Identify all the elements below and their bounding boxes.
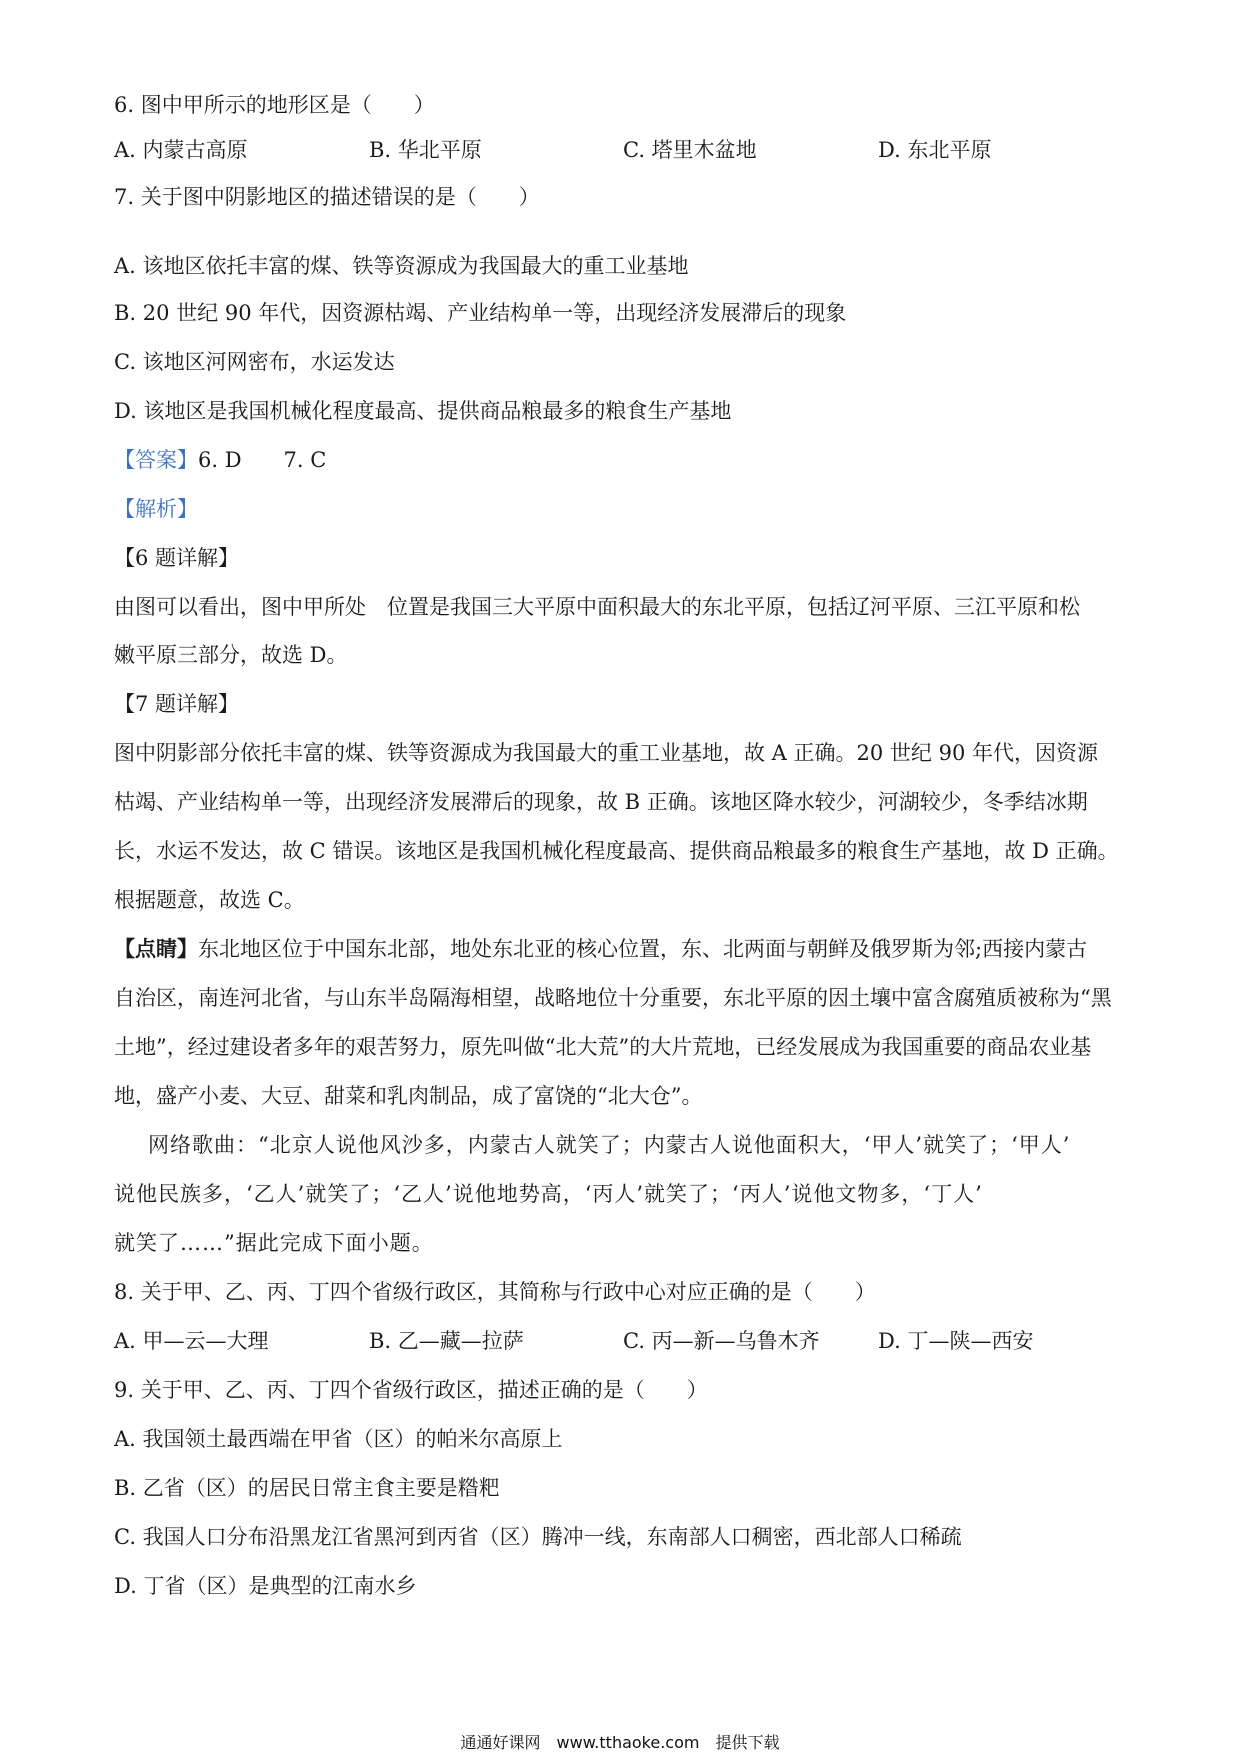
q7-option-c: C. 该地区河网密布，水运发达 <box>114 350 395 374</box>
answer-label: 【答案】 <box>114 448 198 472</box>
q8-option-c: C. 丙—新—乌鲁木齐 <box>623 1329 820 1353</box>
answer-line <box>114 445 1134 475</box>
q6-detail-line-1: 由图可以看出，图中甲所处 位置是我国三大平原中面积最大的东北平原，包括辽河平原、三江平原和松 <box>114 595 1080 619</box>
q8-option-a: A. 甲—云—大理 <box>114 1329 269 1353</box>
tip-line-1 <box>114 934 1134 964</box>
q7-detail-line-1: 图中阴影部分依托丰富的煤、铁等资源成为我国最大的重工业基地，故 A 正确。20 世纪 90 年代，因资源 <box>114 741 1098 765</box>
tip-text-1: 东北地区位于中国东北部，地处东北亚的核心位置，东、北两面与朝鲜及俄罗斯为邻;西接内蒙古 <box>198 937 1088 961</box>
tip-line-4: 地，盛产小麦、大豆、甜菜和乳肉制品，成了富饶的“北大仓”。 <box>114 1084 703 1108</box>
q8-option-b: B. 乙—藏—拉萨 <box>369 1329 524 1353</box>
q6-stem: 6. 图中甲所示的地形区是（ ） <box>114 93 435 117</box>
q9-stem: 9. 关于甲、乙、丙、丁四个省级行政区，描述正确的是（ ） <box>114 1378 708 1402</box>
q6-option-d: D. 东北平原 <box>878 138 992 162</box>
q7-option-b: B. 20 世纪 90 年代，因资源枯竭、产业结构单一等，出现经济发展滞后的现象 <box>114 301 847 325</box>
q9-option-d: D. 丁省（区）是典型的江南水乡 <box>114 1574 417 1598</box>
q7-detail-line-3: 长，水运不发达，故 C 错误。该地区是我国机械化程度最高、提供商品粮最多的粮食生产基地，故 D 正确。 <box>114 839 1119 863</box>
passage-line-2: 说他民族多，‘乙人’就笑了；‘乙人’说他地势高，‘丙人’就笑了；‘丙人’说他文物多，‘丁人’ <box>114 1182 983 1206</box>
q6-detail-line-2: 嫩平原三部分，故选 D。 <box>114 643 348 667</box>
q8-option-d: D. 丁—陕—西安 <box>878 1329 1034 1353</box>
q6-detail-title: 【6 题详解】 <box>114 546 240 570</box>
tip-line-3: 土地”，经过建设者多年的艰苦努力，原先叫做“北大荒”的大片荒地，已经发展成为我国重要的商品农业基 <box>114 1035 1092 1059</box>
analysis-label: 【解析】 <box>114 497 198 521</box>
passage-line-1: 网络歌曲：“北京人说他风沙多，内蒙古人就笑了；内蒙古人说他面积大，‘甲人’就笑了；‘甲人’ <box>148 1133 1071 1157</box>
q8-stem: 8. 关于甲、乙、丙、丁四个省级行政区，其简称与行政中心对应正确的是（ ） <box>114 1280 876 1304</box>
q9-option-b: B. 乙省（区）的居民日常主食主要是糌粑 <box>114 1476 500 1500</box>
q6-option-a: A. 内蒙古高原 <box>114 138 248 162</box>
q7-stem: 7. 关于图中阴影地区的描述错误的是（ ） <box>114 185 540 209</box>
q7-option-a: A. 该地区依托丰富的煤、铁等资源成为我国最大的重工业基地 <box>114 254 689 278</box>
tip-label: 【点睛】 <box>114 936 198 961</box>
tip-line-2: 自治区，南连河北省，与山东半岛隔海相望，战略地位十分重要，东北平原的因土壤中富含腐殖质被称为“黑 <box>114 986 1112 1010</box>
q6-option-c: C. 塔里木盆地 <box>623 138 757 162</box>
q6-option-b: B. 华北平原 <box>369 138 482 162</box>
page-footer: 通通好课网 www.tthaoke.com 提供下载 <box>460 1733 780 1752</box>
q9-option-c: C. 我国人口分布沿黑龙江省黑河到丙省（区）腾冲一线，东南部人口稠密，西北部人口稀疏 <box>114 1525 962 1549</box>
q9-option-a: A. 我国领土最西端在甲省（区）的帕米尔高原上 <box>114 1427 563 1451</box>
answer-text: 6. D 7. C <box>198 448 327 472</box>
passage-line-3: 就笑了……”据此完成下面小题。 <box>114 1231 434 1255</box>
q7-detail-line-4: 根据题意，故选 C。 <box>114 888 305 912</box>
q7-option-d: D. 该地区是我国机械化程度最高、提供商品粮最多的粮食生产基地 <box>114 399 732 423</box>
q7-detail-line-2: 枯竭、产业结构单一等，出现经济发展滞后的现象，故 B 正确。该地区降水较少，河湖较少，冬季结冰期 <box>114 790 1088 814</box>
q7-detail-title: 【7 题详解】 <box>114 692 240 716</box>
